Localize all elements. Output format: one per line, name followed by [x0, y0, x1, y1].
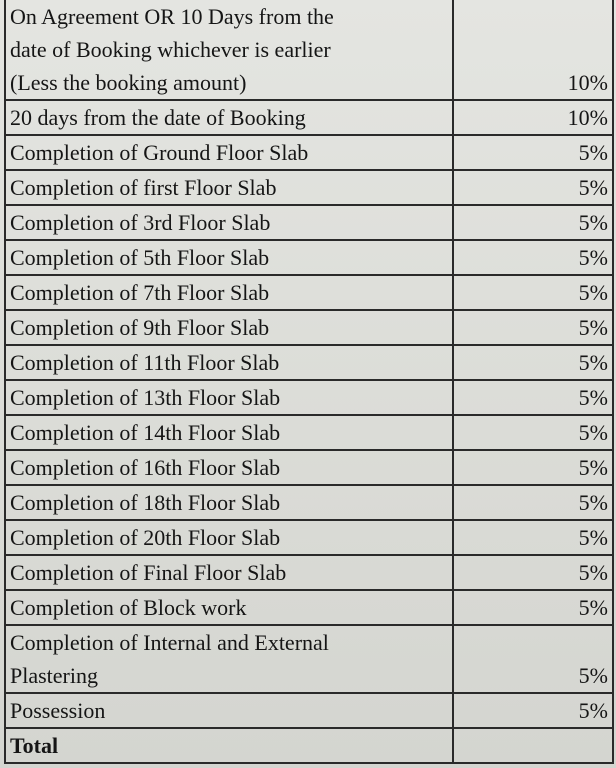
table-row: [5, 485, 613, 520]
percent-cell: 5%: [453, 310, 613, 345]
percent-cell: 5%: [453, 415, 613, 450]
table-row: [5, 135, 613, 170]
stage-cell: [5, 625, 453, 693]
stage-cell: [5, 0, 453, 100]
percent-cell: 5%: [453, 205, 613, 240]
table-row: [5, 625, 613, 693]
stage-cell: Possession: [5, 693, 453, 728]
table-row: [5, 520, 613, 555]
table-row: [5, 240, 613, 275]
stage-cell: Completion of Ground Floor Slab: [5, 135, 453, 170]
stage-line: Completion of Internal and External: [10, 630, 329, 655]
payment-schedule-table: [4, 0, 614, 764]
stage-cell: Completion of 14th Floor Slab: [5, 415, 453, 450]
stage-line: On Agreement OR 10 Days from the: [10, 4, 334, 29]
table-row: [5, 555, 613, 590]
table-row: [5, 590, 613, 625]
percent-cell: 5%: [453, 555, 613, 590]
percent-cell: 5%: [453, 450, 613, 485]
percent-cell: 5%: [453, 345, 613, 380]
total-row: [5, 728, 613, 763]
percent-cell: 5%: [453, 625, 613, 693]
percent-cell: 5%: [453, 485, 613, 520]
percent-cell: 5%: [453, 170, 613, 205]
percent-cell: 5%: [453, 135, 613, 170]
table-row: [5, 345, 613, 380]
table-row: [5, 450, 613, 485]
stage-cell: Completion of first Floor Slab: [5, 170, 453, 205]
table-row: [5, 0, 613, 100]
stage-cell: 20 days from the date of Booking: [5, 100, 453, 135]
total-label: Total: [5, 728, 453, 763]
table-row: [5, 205, 613, 240]
percent-cell: 5%: [453, 275, 613, 310]
percent-cell: 5%: [453, 693, 613, 728]
table-row: [5, 693, 613, 728]
stage-cell: Completion of 18th Floor Slab: [5, 485, 453, 520]
table-row: [5, 380, 613, 415]
stage-cell: Completion of 13th Floor Slab: [5, 380, 453, 415]
stage-cell: Completion of 16th Floor Slab: [5, 450, 453, 485]
stage-cell: Completion of Block work: [5, 590, 453, 625]
table-row: [5, 170, 613, 205]
stage-cell: Completion of 3rd Floor Slab: [5, 205, 453, 240]
stage-cell: Completion of 20th Floor Slab: [5, 520, 453, 555]
percent-cell: 10%: [453, 0, 613, 100]
stage-cell: Completion of 9th Floor Slab: [5, 310, 453, 345]
table-row: [5, 415, 613, 450]
stage-line: date of Booking whichever is earlier: [10, 37, 331, 62]
total-value-cell: [453, 728, 613, 763]
table-row: [5, 275, 613, 310]
stage-line: Plastering: [10, 663, 98, 688]
percent-cell: 5%: [453, 590, 613, 625]
percent-cell: 5%: [453, 520, 613, 555]
stage-cell: Completion of Final Floor Slab: [5, 555, 453, 590]
percent-cell: 5%: [453, 240, 613, 275]
stage-cell: Completion of 11th Floor Slab: [5, 345, 453, 380]
percent-cell: 5%: [453, 380, 613, 415]
table-row: [5, 310, 613, 345]
table-row: [5, 100, 613, 135]
stage-cell: Completion of 5th Floor Slab: [5, 240, 453, 275]
stage-line: (Less the booking amount): [10, 70, 247, 95]
percent-cell: 10%: [453, 100, 613, 135]
stage-cell: Completion of 7th Floor Slab: [5, 275, 453, 310]
